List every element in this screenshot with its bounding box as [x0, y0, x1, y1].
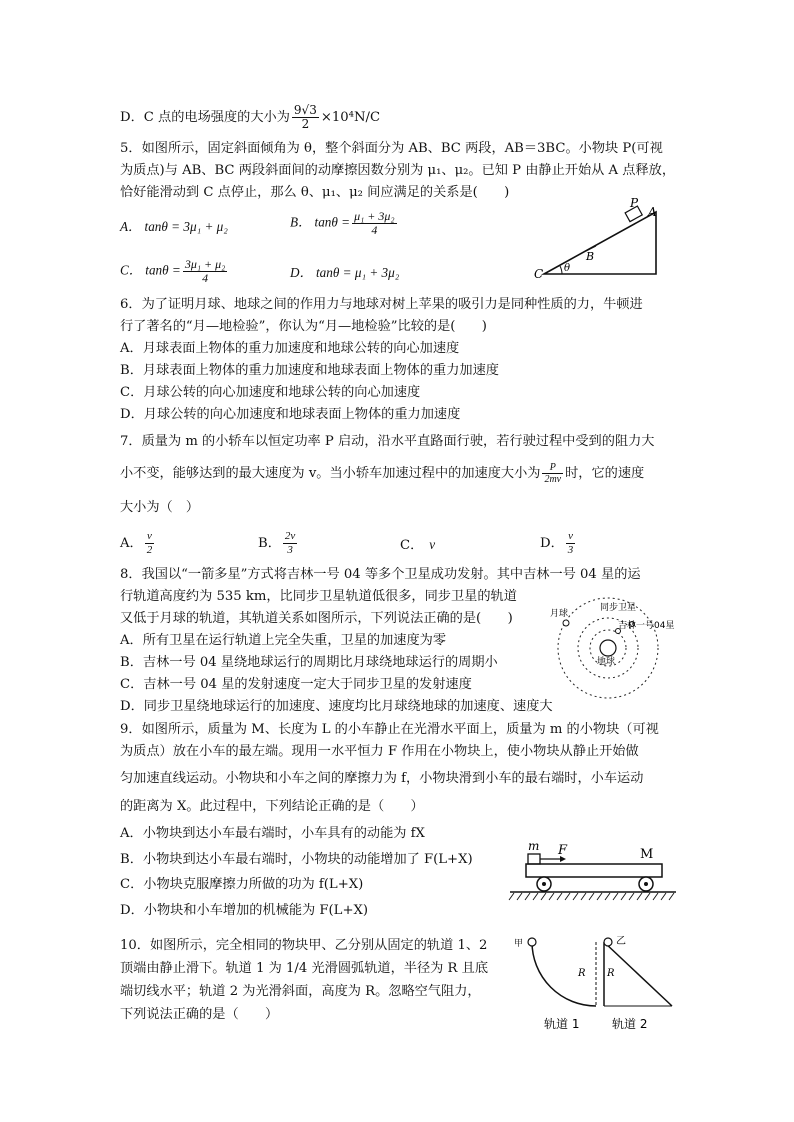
q6-option-b: B．月球表面上物体的重力加速度和地球表面上物体的重力加速度 — [120, 363, 499, 378]
q5-optb-prefix: B． tanθ = — [290, 214, 351, 230]
q5-optc-den: 4 — [202, 271, 209, 285]
q7-optd-num: v — [566, 530, 576, 544]
q5-optc-prefix: C． tanθ = — [120, 262, 181, 278]
q5-optb-num: μ₁ + 3μ₂ — [354, 209, 395, 223]
q7-optb-fraction — [283, 530, 297, 557]
q10-line3: 端切线水平；轨道 2 为光滑斜面，高度为 R。忽略空气阻力， — [120, 984, 481, 999]
q5-option-c — [120, 258, 229, 285]
theta-arc — [560, 266, 562, 274]
q4-optd-num: 9√3 — [293, 103, 317, 117]
q8-orbit-figure — [544, 590, 692, 700]
label-p: P — [630, 198, 639, 210]
q9-line3: 匀加速直线运动。小物块和小车之间的摩擦力为 f，小物块滑到小车的最右端时，小车运动 — [120, 771, 644, 786]
q7-line2-suffix: 时，它的速度 — [565, 466, 645, 481]
q4-option-d — [120, 104, 380, 131]
q6-option-a: A．月球表面上物体的重力加速度和地球公转的向心加速度 — [120, 341, 460, 356]
q5-line3: 恰好能滑动到 C 点停止，那么 θ、μ₁、μ₂ 间应满足的关系是( ) — [120, 185, 510, 200]
q7-optb-num: 2v — [284, 530, 296, 542]
incline-triangle — [544, 212, 656, 274]
wheel-left-hub — [542, 882, 546, 886]
q4-optd-prefix: D．C 点的电场强度的大小为 — [120, 110, 290, 125]
q7-opta-fraction — [145, 530, 155, 557]
q5-line2: 为质点)与 AB、BC 两段斜面间的动摩擦因数分别为 μ₁、μ₂。已知 P 由静止开始从 A 点释放， — [120, 163, 676, 178]
label-big-m: M — [640, 847, 654, 862]
q8-option-b: B．吉林一号 04 星绕地球运行的周期比月球绕地球运行的周期小 — [120, 655, 498, 670]
q5-optc-fraction — [183, 258, 228, 285]
label-r1: R — [578, 968, 586, 979]
label-sync: 同步卫星 — [600, 603, 637, 613]
q10-tracks-figure — [512, 932, 692, 1038]
q4-optd-den: 2 — [301, 117, 310, 131]
block-jia — [528, 938, 536, 946]
q8-line2: 行轨道高度约为 535 km，比同步卫星轨道低很多，同步卫星的轨道 — [120, 589, 517, 604]
q5-option-d: D． tanθ = μ₁ + 3μ₂ — [290, 265, 400, 280]
earth-circle — [600, 640, 616, 656]
q5-optb-den: 4 — [371, 223, 378, 237]
wheel-right-hub — [644, 882, 648, 886]
q8-line3: 又低于月球的轨道，其轨道关系如图所示，下列说法正确的是( ) — [120, 611, 513, 626]
q7-line1: 7．质量为 m 的小轿车以恒定功率 P 启动，沿水平直路面行驶，若行驶过程中受到的阻力大 — [120, 434, 655, 449]
q9-cart-figure — [506, 838, 678, 904]
ground-hatch — [509, 893, 674, 900]
q5-option-a: A． tanθ = 3μ₁ + μ₂ — [120, 219, 228, 234]
label-f: F — [558, 843, 568, 858]
label-jia: 甲 — [514, 939, 524, 949]
q5-option-b — [290, 210, 399, 237]
cart-body — [526, 864, 662, 877]
block-m — [528, 854, 540, 864]
label-b: B — [586, 250, 595, 263]
q7-optd-label: D． — [540, 536, 564, 551]
q7-optc-value: v — [429, 537, 436, 552]
q10-line4: 下列说法正确的是（ ） — [120, 1007, 279, 1022]
q7-optb-den: 3 — [287, 544, 293, 556]
q9-option-c: C．小物块克服摩擦力所做的功为 f(L+X) — [120, 877, 364, 892]
label-track2: 轨道 2 — [612, 1017, 648, 1031]
q7-optc-label: C． — [400, 538, 424, 553]
q6-option-d: D．月球公转的向心加速度和地球表面上物体的重力加速度 — [120, 407, 461, 422]
q8-option-c: C．吉林一号 04 星的发射速度一定大于同步卫星的发射速度 — [120, 677, 472, 692]
q8-line1: 8．我国以“一箭多星”方式将吉林一号 04 等多个卫星成功发射。其中吉林一号 04 星的运 — [120, 567, 641, 582]
label-jilin: 吉林一号04星 — [618, 621, 675, 631]
moon-dot — [563, 620, 569, 626]
q9-line4: 的距离为 X。此过程中，下列结论正确的是（ ） — [120, 799, 424, 814]
label-theta: θ — [564, 263, 571, 274]
q7-accel-num: P — [542, 462, 563, 474]
label-a: A — [648, 205, 657, 219]
q7-line3: 大小为（ ） — [120, 500, 200, 515]
q8-option-a: A．所有卫星在运行轨道上完全失重，卫星的加速度为零 — [120, 633, 447, 648]
q7-optd-fraction — [566, 530, 576, 557]
q4-optd-suffix: ×10⁴N/C — [320, 110, 381, 125]
q7-opta-label: A． — [120, 536, 143, 551]
q7-accel-den: 2mv — [544, 474, 562, 485]
q5-incline-figure — [534, 198, 674, 280]
block-yi — [604, 938, 612, 946]
label-m: m — [528, 839, 540, 853]
track1-arc — [532, 942, 596, 1006]
label-yi: 乙 — [616, 936, 626, 947]
q7-optd-den: 3 — [567, 544, 574, 556]
label-r2: R — [607, 968, 615, 979]
q6-line1: 6．为了证明月球、地球之间的作用力与地球对树上苹果的吸引力是同种性质的力，牛顿进 — [120, 297, 643, 312]
q9-option-a: A．小物块到达小车最右端时，小车具有的动能为 fX — [120, 826, 425, 841]
q9-line2: 为质点）放在小车的最左端。现用一水平恒力 F 作用在小物块上，使小物块从静止开始做 — [120, 744, 639, 759]
q7-optb-label: B． — [258, 536, 281, 551]
q7-line2-prefix: 小不变，能够达到的最大速度为 v。当小轿车加速过程中的加速度大小为 — [120, 466, 541, 481]
q7-opta-num: v — [145, 530, 155, 544]
label-c: C — [534, 267, 544, 280]
q6-line2: 行了著名的“月—地检验”，你认为“月—地检验”比较的是( ) — [120, 319, 487, 334]
q5-optc-num: 3μ₁ + μ₂ — [184, 257, 226, 271]
q6-option-c: C．月球公转的向心加速度和地球公转的向心加速度 — [120, 385, 421, 400]
label-earth: 地球 — [597, 657, 616, 667]
label-moon: 月球 — [550, 609, 569, 619]
q10-line1: 10．如图所示，完全相同的物块甲、乙分别从固定的轨道 1、2 — [120, 938, 488, 953]
label-track1: 轨道 1 — [544, 1017, 580, 1031]
q7-option-d — [540, 530, 577, 557]
q4-optd-fraction — [292, 104, 319, 131]
q9-option-d: D．小物块和小车增加的机械能为 F(L+X) — [120, 903, 369, 918]
q7-opta-den: 2 — [146, 544, 153, 556]
q8-option-d: D．同步卫星绕地球运行的加速度、速度均比月球绕地球的加速度、速度大 — [120, 699, 553, 714]
q7-option-c — [400, 536, 435, 555]
q5-line1: 5．如图所示，固定斜面倾角为 θ，整个斜面分为 AB、BC 两段，AB＝3BC。小物块 P(可视 — [120, 141, 663, 156]
q7-line2 — [120, 462, 644, 485]
q9-line1: 9．如图所示，质量为 M、长度为 L 的小车静止在光滑水平面上，质量为 m 的小物块（可视 — [120, 722, 659, 737]
q7-option-b — [258, 530, 299, 557]
q10-line2: 顶端由静止滑下。轨道 1 为 1/4 光滑圆弧轨道，半径为 R 且底 — [120, 961, 489, 976]
q5-optb-fraction — [352, 210, 397, 237]
q7-option-a — [120, 530, 156, 557]
q7-accel-fraction — [542, 462, 563, 485]
q9-option-b: B．小物块到达小车最右端时，小物块的动能增加了 F(L+X) — [120, 852, 473, 867]
